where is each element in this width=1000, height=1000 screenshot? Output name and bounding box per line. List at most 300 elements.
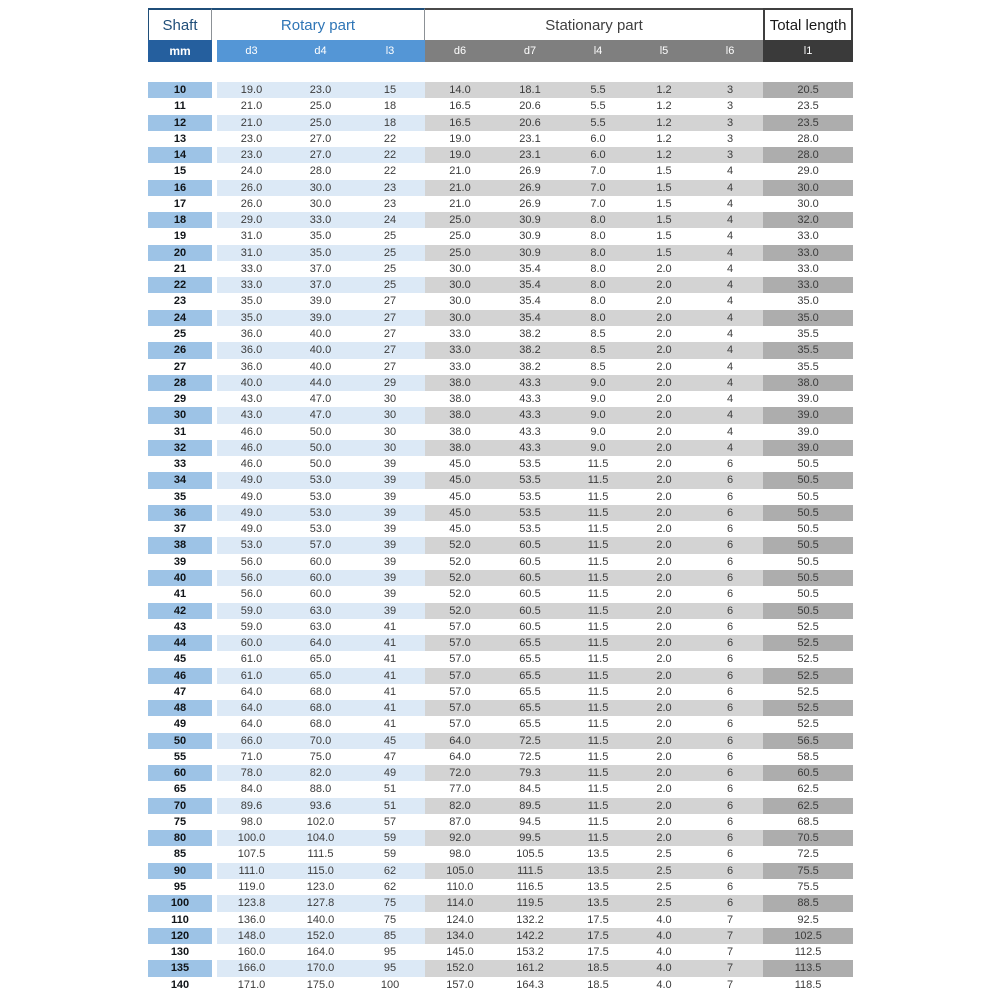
table-row [148, 879, 853, 895]
cell-mm: 44 [148, 635, 212, 651]
cell-d7: 72.5 [519, 750, 541, 763]
cell-d7: 53.5 [495, 505, 565, 521]
cell-l5: 1.2 [656, 132, 672, 145]
cell-d6: 64.0 [449, 750, 471, 763]
cell-l3: 30 [383, 425, 397, 438]
cell-l3: 41 [383, 718, 397, 731]
cell-d6: 21.0 [425, 180, 495, 196]
cell-l6: 6 [726, 653, 734, 666]
cell-l3: 39 [355, 472, 425, 488]
cell-mm: 20 [148, 245, 212, 261]
cell-d6: 33.0 [449, 327, 471, 340]
cell-l6: 4 [726, 425, 734, 438]
cell-mm: 37 [173, 523, 187, 536]
cell-l4: 6.0 [565, 147, 631, 163]
cell-mm: 90 [148, 863, 212, 879]
cell-d7: 26.9 [519, 197, 541, 210]
cell-d6: 82.0 [425, 798, 495, 814]
cell-d6: 98.0 [449, 848, 471, 861]
cell-d4: 47.0 [286, 407, 355, 423]
table-row [148, 261, 853, 277]
cell-d7: 53.5 [519, 458, 541, 471]
cell-d6: 72.0 [425, 765, 495, 781]
cell-mm: 41 [173, 588, 187, 601]
cell-d3: 61.0 [217, 668, 286, 684]
cell-l4: 11.5 [565, 537, 631, 553]
cell-l1: 112.5 [794, 946, 822, 959]
cell-d3: 56.0 [240, 588, 263, 601]
cell-l3: 100 [380, 978, 400, 991]
cell-d6: 52.0 [425, 537, 495, 553]
cell-d6: 57.0 [449, 685, 471, 698]
cell-l5: 2.0 [631, 830, 697, 846]
cell-l5: 2.0 [656, 523, 672, 536]
cell-d3: 46.0 [240, 458, 263, 471]
cell-d3: 21.0 [240, 100, 263, 113]
cell-l6: 4 [726, 262, 734, 275]
cell-mm: 120 [148, 928, 212, 944]
cell-d4: 50.0 [309, 425, 332, 438]
cell-d7: 20.6 [519, 100, 541, 113]
cell-l1: 50.5 [797, 555, 819, 568]
cell-l4: 11.5 [565, 733, 631, 749]
cell-l6: 4 [697, 277, 763, 293]
cell-l5: 2.0 [656, 750, 672, 763]
table-row [148, 115, 853, 131]
cell-l1: 50.5 [797, 588, 819, 601]
gap-spacer [148, 62, 853, 82]
cell-l5: 2.5 [631, 863, 697, 879]
cell-l3: 95 [355, 960, 425, 976]
cell-l6: 4 [697, 342, 763, 358]
cell-d4: 50.0 [286, 440, 355, 456]
cell-d3: 59.0 [240, 620, 263, 633]
cell-l3: 39 [383, 490, 397, 503]
cell-l3: 30 [355, 407, 425, 423]
cell-d7: 60.5 [495, 537, 565, 553]
dimension-table-sheet [148, 8, 853, 993]
cell-d7: 30.9 [495, 212, 565, 228]
cell-l3: 47 [383, 750, 397, 763]
cell-l6: 4 [697, 440, 763, 456]
cell-mm: 65 [173, 783, 187, 796]
cell-d4: 25.0 [286, 115, 355, 131]
cell-l1: 23.5 [763, 115, 853, 131]
cell-l4: 11.5 [565, 700, 631, 716]
cell-d3: 64.0 [217, 700, 286, 716]
table-row [148, 326, 853, 342]
table-row [148, 798, 853, 814]
cell-mm: 130 [170, 946, 190, 959]
table-row [148, 359, 853, 375]
cell-l3: 75 [383, 913, 397, 926]
cell-l4: 11.5 [565, 570, 631, 586]
cell-d4: 75.0 [309, 750, 332, 763]
table-row [148, 131, 853, 147]
cell-l1: 39.0 [763, 440, 853, 456]
cell-d4: 104.0 [286, 830, 355, 846]
cell-l4: 11.5 [587, 815, 609, 828]
cell-d7: 60.5 [495, 603, 565, 619]
cell-l4: 7.0 [590, 165, 606, 178]
cell-d7: 20.6 [495, 115, 565, 131]
shaft-group-header: Shaft [148, 8, 212, 40]
cell-l4: 8.0 [590, 230, 606, 243]
cell-l5: 2.5 [656, 881, 672, 894]
cell-l6: 7 [726, 946, 734, 959]
cell-d3: 171.0 [237, 978, 266, 991]
cell-l6: 6 [726, 490, 734, 503]
cell-mm: 43 [173, 620, 187, 633]
cell-l3: 39 [383, 523, 397, 536]
cell-d4: 60.0 [286, 570, 355, 586]
cell-l6: 4 [697, 180, 763, 196]
cell-d4: 35.0 [286, 245, 355, 261]
cell-mm: 18 [148, 212, 212, 228]
cell-d4: 28.0 [309, 165, 332, 178]
cell-l5: 2.0 [656, 360, 672, 373]
cell-mm: 21 [173, 262, 187, 275]
cell-d3: 23.0 [217, 147, 286, 163]
cell-l4: 5.5 [565, 115, 631, 131]
cell-l1: 30.0 [797, 197, 819, 210]
cell-l1: 35.5 [763, 342, 853, 358]
cell-l4: 18.5 [565, 960, 631, 976]
cell-d3: 71.0 [240, 750, 263, 763]
cell-l6: 6 [726, 815, 734, 828]
cell-d6: 57.0 [449, 718, 471, 731]
cell-d7: 142.2 [495, 928, 565, 944]
cell-l3: 29 [355, 375, 425, 391]
cell-l4: 13.5 [587, 848, 609, 861]
cell-d4: 40.0 [286, 342, 355, 358]
cell-d4: 39.0 [309, 295, 332, 308]
cell-d6: 45.0 [425, 505, 495, 521]
cell-l4: 11.5 [587, 620, 609, 633]
table-row [148, 180, 853, 196]
cell-d4: 175.0 [306, 978, 335, 991]
cell-d3: 60.0 [217, 635, 286, 651]
cell-d3: 49.0 [217, 472, 286, 488]
cell-d3: 98.0 [240, 815, 263, 828]
cell-d7: 79.3 [495, 765, 565, 781]
table-row [148, 342, 853, 358]
table-row [148, 863, 853, 879]
cell-l5: 4.0 [631, 960, 697, 976]
cell-d7: 60.5 [519, 620, 541, 633]
cell-l4: 9.0 [565, 440, 631, 456]
cell-d7: 72.5 [495, 733, 565, 749]
table-row [148, 928, 853, 944]
cell-l6: 6 [697, 830, 763, 846]
cell-l4: 7.0 [590, 197, 606, 210]
column-header-d4: d4 [286, 40, 355, 62]
cell-d3: 136.0 [237, 913, 266, 926]
cell-d7: 153.2 [516, 946, 544, 959]
cell-d3: 49.0 [217, 505, 286, 521]
cell-l4: 13.5 [565, 863, 631, 879]
cell-l6: 6 [726, 620, 734, 633]
cell-mm: 85 [173, 848, 187, 861]
cell-d7: 23.1 [519, 132, 541, 145]
cell-l3: 41 [355, 700, 425, 716]
cell-l6: 6 [697, 570, 763, 586]
cell-l1: 23.5 [797, 100, 819, 113]
cell-l5: 2.0 [631, 700, 697, 716]
cell-d3: 89.6 [217, 798, 286, 814]
cell-mm: 50 [148, 733, 212, 749]
cell-l5: 2.0 [656, 783, 672, 796]
cell-d4: 30.0 [286, 180, 355, 196]
cell-l5: 2.0 [631, 472, 697, 488]
cell-d3: 24.0 [240, 165, 263, 178]
cell-d6: 145.0 [446, 946, 474, 959]
cell-l4: 8.5 [590, 360, 606, 373]
cell-l3: 25 [355, 245, 425, 261]
cell-mm: 36 [148, 505, 212, 521]
table-row [148, 228, 853, 244]
cell-mm: 70 [148, 798, 212, 814]
cell-l6: 6 [726, 555, 734, 568]
cell-l4: 8.0 [590, 262, 606, 275]
cell-l3: 30 [355, 440, 425, 456]
cell-d6: 45.0 [449, 490, 471, 503]
cell-l5: 2.0 [656, 327, 672, 340]
cell-l1: 50.5 [797, 490, 819, 503]
cell-d4: 93.6 [286, 798, 355, 814]
cell-l5: 1.2 [631, 147, 697, 163]
cell-d6: 45.0 [449, 523, 471, 536]
cell-l3: 27 [355, 310, 425, 326]
cell-l4: 9.0 [565, 407, 631, 423]
cell-d3: 66.0 [217, 733, 286, 749]
cell-d3: 33.0 [240, 262, 263, 275]
cell-d6: 16.5 [449, 100, 471, 113]
table-row [148, 196, 853, 212]
cell-mm: 17 [173, 197, 187, 210]
cell-d6: 33.0 [425, 342, 495, 358]
cell-l6: 6 [697, 765, 763, 781]
header-body-gap [148, 62, 853, 82]
cell-d4: 44.0 [286, 375, 355, 391]
cell-mm: 40 [148, 570, 212, 586]
cell-l1: 35.5 [797, 327, 819, 340]
table-row [148, 830, 853, 846]
cell-d4: 40.0 [309, 327, 332, 340]
cell-l6: 6 [726, 848, 734, 861]
cell-d6: 38.0 [425, 407, 495, 423]
cell-l3: 23 [383, 197, 397, 210]
cell-d3: 21.0 [217, 115, 286, 131]
cell-l1: 39.0 [797, 425, 819, 438]
table-row [148, 82, 853, 98]
cell-l5: 2.0 [656, 815, 672, 828]
cell-l1: 30.0 [763, 180, 853, 196]
cell-l4: 11.5 [565, 635, 631, 651]
cell-d7: 35.4 [519, 262, 541, 275]
cell-l5: 2.0 [631, 342, 697, 358]
cell-d3: 78.0 [217, 765, 286, 781]
cell-d7: 18.1 [495, 82, 565, 98]
cell-d6: 57.0 [425, 635, 495, 651]
table-row [148, 749, 853, 765]
cell-l3: 41 [355, 635, 425, 651]
cell-d7: 60.5 [519, 555, 541, 568]
cell-mm: 34 [148, 472, 212, 488]
cell-d4: 65.0 [309, 653, 332, 666]
cell-d4: 60.0 [309, 555, 332, 568]
cell-d4: 111.5 [307, 848, 334, 861]
cell-d3: 26.0 [240, 197, 263, 210]
cell-mm: 31 [173, 425, 187, 438]
cell-l4: 17.5 [587, 946, 609, 959]
cell-l5: 2.0 [631, 668, 697, 684]
cell-d7: 105.5 [516, 848, 544, 861]
table-row [148, 977, 853, 993]
column-header-l6: l6 [697, 40, 763, 62]
cell-l1: 62.5 [763, 798, 853, 814]
cell-d3: 56.0 [217, 570, 286, 586]
cell-d6: 92.0 [425, 830, 495, 846]
cell-d7: 43.3 [495, 407, 565, 423]
cell-l6: 4 [726, 197, 734, 210]
cell-l6: 3 [697, 147, 763, 163]
cell-l4: 11.5 [587, 588, 609, 601]
table-row [148, 245, 853, 261]
cell-l4: 8.0 [565, 310, 631, 326]
cell-mm: 135 [148, 960, 212, 976]
cell-l6: 7 [697, 928, 763, 944]
cell-l6: 6 [697, 863, 763, 879]
cell-l1: 62.5 [797, 783, 819, 796]
cell-d4: 47.0 [309, 393, 332, 406]
cell-d7: 43.3 [495, 375, 565, 391]
cell-d6: 52.0 [449, 588, 471, 601]
cell-mm: 47 [173, 685, 187, 698]
cell-d6: 38.0 [449, 425, 471, 438]
cell-l3: 51 [383, 783, 397, 796]
cell-d7: 26.9 [519, 165, 541, 178]
cell-l1: 39.0 [797, 393, 819, 406]
cell-d6: 25.0 [449, 230, 471, 243]
table-row [148, 684, 853, 700]
cell-l1: 52.5 [763, 635, 853, 651]
cell-mm: 48 [148, 700, 212, 716]
cell-d6: 21.0 [449, 197, 471, 210]
cell-l3: 51 [355, 798, 425, 814]
cell-l3: 18 [383, 100, 397, 113]
cell-d7: 38.2 [495, 342, 565, 358]
cell-l5: 2.0 [631, 537, 697, 553]
cell-l6: 3 [726, 100, 734, 113]
table-row [148, 846, 853, 862]
cell-d4: 60.0 [309, 588, 332, 601]
cell-mm: 16 [148, 180, 212, 196]
cell-d6: 19.0 [449, 132, 471, 145]
cell-d7: 43.3 [495, 440, 565, 456]
cell-l5: 2.0 [656, 653, 672, 666]
cell-l3: 59 [355, 830, 425, 846]
table-row [148, 895, 853, 911]
table-row [148, 570, 853, 586]
cell-l3: 25 [383, 230, 397, 243]
cell-d4: 68.0 [286, 700, 355, 716]
cell-mm: 24 [148, 310, 212, 326]
cell-mm: 42 [148, 603, 212, 619]
cell-d6: 110.0 [446, 881, 474, 894]
cell-l4: 11.5 [565, 472, 631, 488]
cell-l6: 4 [697, 375, 763, 391]
cell-l6: 6 [726, 718, 734, 731]
cell-l5: 2.0 [631, 570, 697, 586]
cell-l6: 3 [697, 115, 763, 131]
cell-d6: 52.0 [425, 570, 495, 586]
cell-d7: 84.5 [519, 783, 541, 796]
cell-l4: 11.5 [587, 653, 609, 666]
cell-d7: 35.4 [495, 310, 565, 326]
cell-l4: 18.5 [587, 978, 609, 991]
cell-l1: 70.5 [763, 830, 853, 846]
cell-l3: 62 [355, 863, 425, 879]
cell-l4: 11.5 [565, 505, 631, 521]
cell-d4: 63.0 [309, 620, 332, 633]
table-row [148, 554, 853, 570]
cell-l4: 8.0 [590, 295, 606, 308]
cell-l4: 11.5 [587, 718, 609, 731]
cell-l5: 2.0 [631, 277, 697, 293]
cell-l4: 11.5 [587, 490, 609, 503]
cell-l5: 2.0 [656, 262, 672, 275]
cell-l4: 9.0 [590, 393, 606, 406]
cell-l1: 33.0 [763, 277, 853, 293]
cell-l4: 17.5 [587, 913, 609, 926]
cell-l1: 92.5 [797, 913, 819, 926]
cell-l5: 1.2 [631, 115, 697, 131]
cell-d4: 65.0 [286, 668, 355, 684]
cell-d4: 53.0 [286, 505, 355, 521]
cell-l3: 27 [383, 295, 397, 308]
cell-l1: 75.5 [797, 881, 819, 894]
cell-l6: 4 [697, 310, 763, 326]
cell-l3: 24 [355, 212, 425, 228]
cell-l3: 75 [355, 895, 425, 911]
cell-d7: 53.5 [495, 472, 565, 488]
cell-d7: 89.5 [495, 798, 565, 814]
table-row [148, 472, 853, 488]
cell-l1: 28.0 [763, 147, 853, 163]
cell-l4: 8.0 [565, 277, 631, 293]
cell-d3: 84.0 [240, 783, 263, 796]
cell-l5: 2.5 [631, 895, 697, 911]
cell-d6: 21.0 [449, 165, 471, 178]
cell-l5: 1.2 [656, 100, 672, 113]
cell-d6: 57.0 [449, 620, 471, 633]
table-row [148, 668, 853, 684]
table-row [148, 635, 853, 651]
cell-d7: 161.2 [495, 960, 565, 976]
cell-l6: 6 [697, 798, 763, 814]
cell-l3: 39 [355, 603, 425, 619]
cell-d4: 53.0 [309, 490, 332, 503]
cell-l5: 4.0 [656, 913, 672, 926]
cell-l4: 5.5 [565, 82, 631, 98]
cell-mm: 15 [173, 165, 187, 178]
cell-l4: 11.5 [587, 458, 609, 471]
cell-d7: 43.3 [519, 425, 541, 438]
cell-mm: 55 [173, 750, 187, 763]
table-row [148, 619, 853, 635]
cell-l6: 6 [697, 895, 763, 911]
